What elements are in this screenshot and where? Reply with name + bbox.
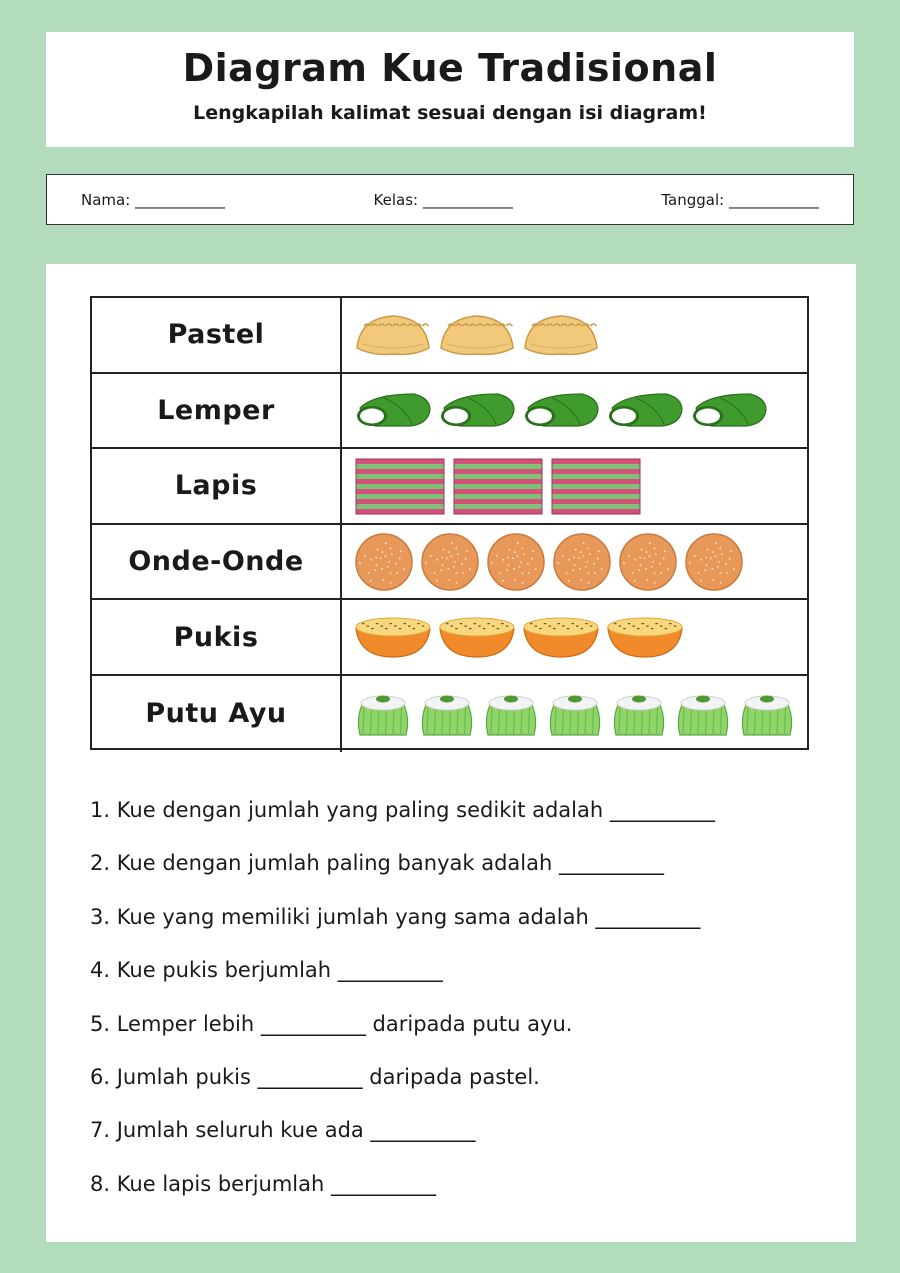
- row-label: Pukis: [92, 600, 342, 674]
- pictogram-row: [92, 298, 807, 374]
- lapis-icon: [550, 457, 642, 515]
- row-label: Onde-Onde: [92, 525, 342, 599]
- pictogram-row: [92, 676, 807, 752]
- putu-ayu-icon: [546, 689, 604, 739]
- pastel-icon: [522, 312, 600, 358]
- date-field[interactable]: Tanggal: ____________: [661, 190, 819, 209]
- question-item: 1. Kue dengan jumlah yang paling sedikit adalah __________: [90, 798, 715, 822]
- pukis-icon: [438, 613, 516, 661]
- question-item: 8. Kue lapis berjumlah __________: [90, 1171, 436, 1196]
- question-item: 7. Jumlah seluruh kue ada __________: [90, 1118, 476, 1143]
- question-item: 6. Jumlah pukis __________ daripada pastel.: [90, 1065, 540, 1090]
- row-label: Pastel: [92, 298, 342, 372]
- lemper-icon: [606, 388, 684, 432]
- pastel-icon: [438, 312, 516, 358]
- name-field[interactable]: Nama: ____________: [81, 190, 226, 209]
- question-item: 2. Kue dengan jumlah paling banyak adalah __________: [90, 851, 664, 876]
- row-icons: [342, 298, 807, 372]
- pukis-icon: [606, 613, 684, 661]
- putu-ayu-icon: [482, 689, 540, 739]
- pukis-icon: [354, 613, 432, 661]
- question-item: 5. Lemper lebih __________ daripada putu ayu.: [90, 1011, 573, 1036]
- header-card: [46, 32, 854, 147]
- pukis-icon: [522, 613, 600, 661]
- onde-onde-icon: [552, 532, 612, 592]
- putu-ayu-icon: [738, 689, 796, 739]
- class-field[interactable]: Kelas: ____________: [373, 190, 513, 209]
- row-icons: [342, 676, 807, 752]
- page-subtitle: Lengkapilah kalimat sesuai dengan isi diagram!: [193, 102, 707, 124]
- putu-ayu-icon: [674, 689, 732, 739]
- row-icons: [342, 525, 807, 599]
- row-icons: [342, 600, 807, 674]
- pictogram-row: [92, 449, 807, 525]
- pictogram-row: [92, 374, 807, 450]
- pictogram-row: [92, 600, 807, 676]
- lapis-icon: [452, 457, 544, 515]
- lemper-icon: [438, 388, 516, 432]
- putu-ayu-icon: [610, 689, 668, 739]
- putu-ayu-icon: [418, 689, 476, 739]
- onde-onde-icon: [420, 532, 480, 592]
- row-icons: [342, 449, 807, 523]
- onde-onde-icon: [354, 532, 414, 592]
- pictogram-row: [92, 525, 807, 601]
- page-title: Diagram Kue Tradisional: [182, 46, 718, 90]
- row-icons: [342, 374, 807, 448]
- pictogram-table: [90, 296, 809, 750]
- pastel-icon: [354, 312, 432, 358]
- question-item: 4. Kue pukis berjumlah __________: [90, 958, 443, 983]
- onde-onde-icon: [486, 532, 546, 592]
- student-info-box: [46, 174, 854, 225]
- row-label: Lapis: [92, 449, 342, 523]
- lemper-icon: [354, 388, 432, 432]
- onde-onde-icon: [618, 532, 678, 592]
- worksheet-card: [46, 264, 856, 1242]
- lemper-icon: [690, 388, 768, 432]
- lemper-icon: [522, 388, 600, 432]
- onde-onde-icon: [684, 532, 744, 592]
- question-item: 3. Kue yang memiliki jumlah yang sama adalah __________: [90, 904, 701, 929]
- row-label: Putu Ayu: [92, 676, 342, 752]
- lapis-icon: [354, 457, 446, 515]
- question-list: [90, 784, 830, 1211]
- row-label: Lemper: [92, 374, 342, 448]
- putu-ayu-icon: [354, 689, 412, 739]
